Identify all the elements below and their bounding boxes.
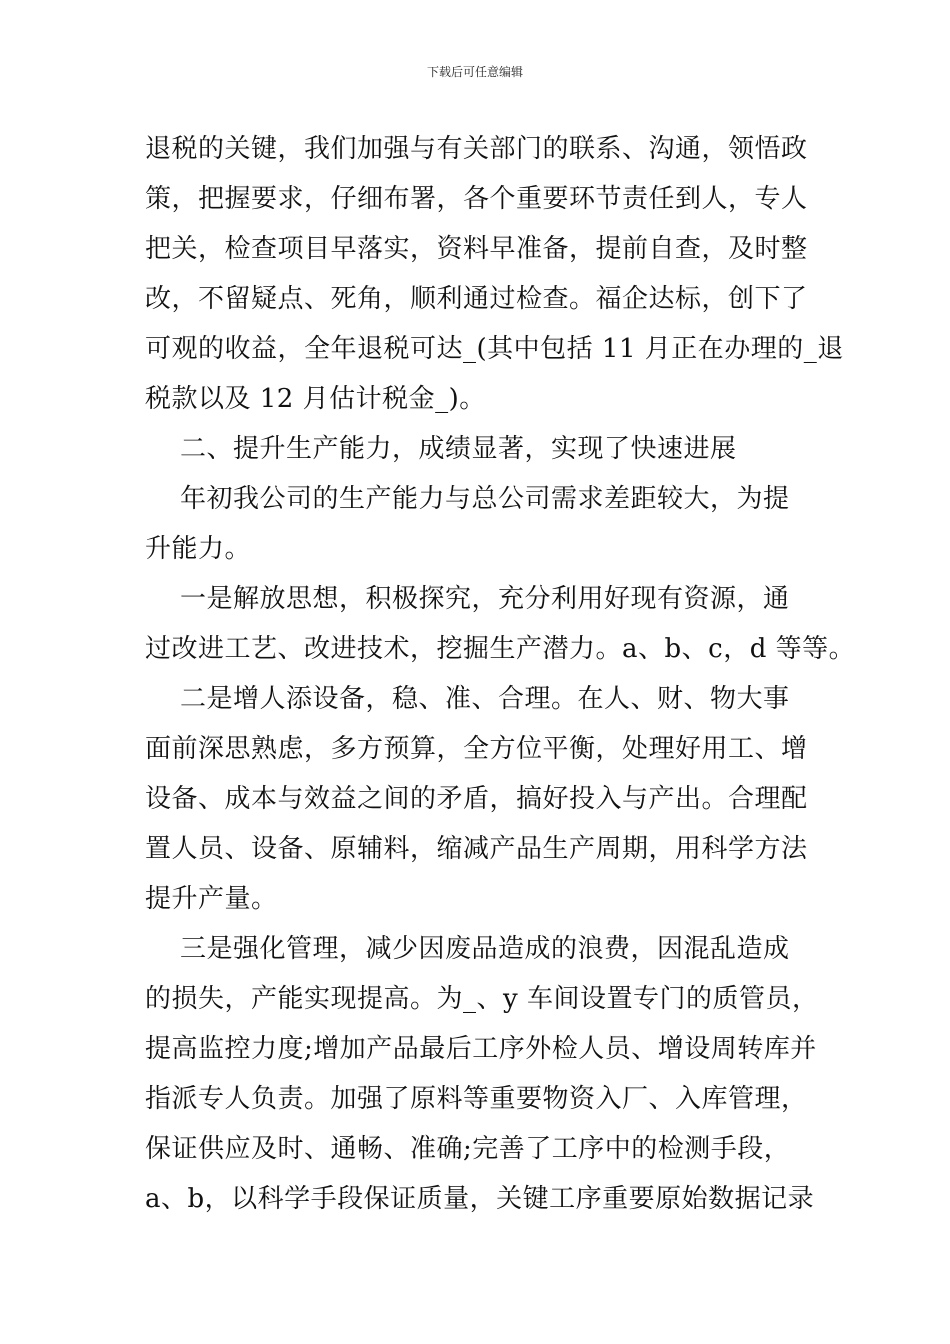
text-line: 过改进工艺、改进技术，挖掘生产潜力。a、b、c，d 等等。 [145, 634, 856, 664]
text-line: 策，把握要求，仔细布署，各个重要环节责任到人，专人 [145, 184, 808, 214]
document-body [145, 124, 856, 1224]
paragraph [145, 924, 819, 1224]
text-line: a、b，以科学手段保证质量，关键工序重要原始数据记录 [145, 1184, 815, 1214]
paragraph [145, 674, 810, 924]
text-line: 退税的关键，我们加强与有关部门的联系、沟通，领悟政 [145, 134, 808, 164]
text-line: 设备、成本与效益之间的矛盾，搞好投入与产出。合理配 [145, 784, 808, 814]
paragraph [145, 574, 856, 674]
paragraph [145, 124, 844, 424]
text-line: 税款以及 12 月估计税金_)。 [145, 384, 486, 414]
text-line: 一是解放思想，积极探究，充分利用好现有资源，通 [145, 584, 790, 614]
text-line: 二是增人添设备，稳、准、合理。在人、财、物大事 [145, 684, 790, 714]
text-line: 的损失，产能实现提高。为_、y 车间设置专门的质管员， [145, 984, 819, 1014]
text-line: 年初我公司的生产能力与总公司需求差距较大，为提 [145, 484, 790, 514]
text-line: 三是强化管理，减少因废品造成的浪费，因混乱造成 [145, 934, 790, 964]
text-line: 改，不留疑点、死角，顺利通过检查。福企达标，创下了 [145, 284, 808, 314]
text-line: 保证供应及时、通畅、准确;完善了工序中的检测手段， [145, 1134, 791, 1164]
text-line: 提升产量。 [145, 884, 278, 914]
text-line: 升能力。 [145, 534, 252, 564]
section-heading [145, 424, 810, 474]
paragraph [145, 474, 810, 574]
text-line: 指派专人负责。加强了原料等重要物资入厂、入库管理， [145, 1084, 808, 1114]
page-header: 下载后可任意编辑 [426, 65, 523, 79]
text-line: 二、提升生产能力，成绩显著，实现了快速进展 [145, 434, 737, 464]
text-line: 可观的收益，全年退税可达_(其中包括 11 月正在办理的_退 [145, 334, 844, 364]
text-line: 提高监控力度;增加产品最后工序外检人员、增设周转库并 [145, 1034, 817, 1064]
text-line: 把关，检查项目早落实，资料早准备，提前自查，及时整 [145, 234, 808, 264]
text-line: 置人员、设备、原辅料，缩减产品生产周期，用科学方法 [145, 834, 808, 864]
text-line: 面前深思熟虑，多方预算，全方位平衡，处理好用工、增 [145, 734, 808, 764]
